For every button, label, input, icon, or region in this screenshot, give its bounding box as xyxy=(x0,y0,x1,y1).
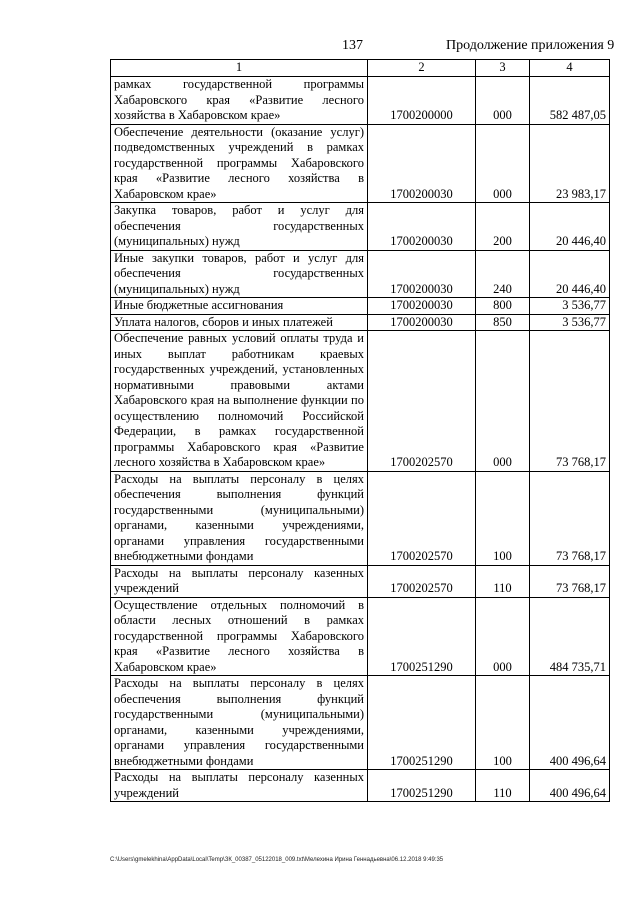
column-header-1: 1 xyxy=(111,60,368,77)
table-row xyxy=(111,250,610,298)
row-sum: 3 536,77 xyxy=(530,314,610,331)
row-code: 1700251290 xyxy=(368,676,476,770)
row-code: 1700200030 xyxy=(368,298,476,315)
row-type: 240 xyxy=(476,250,530,298)
table-row xyxy=(111,298,610,315)
table-row xyxy=(111,124,610,203)
row-name: Иные бюджетные ассигнования xyxy=(111,298,368,315)
table-row xyxy=(111,314,610,331)
row-code: 1700200030 xyxy=(368,250,476,298)
row-type: 800 xyxy=(476,298,530,315)
row-name: Расходы на выплаты персоналу казенных учреждений xyxy=(111,770,368,802)
table-row xyxy=(111,331,610,472)
row-type: 200 xyxy=(476,203,530,251)
row-sum: 23 983,17 xyxy=(530,124,610,203)
row-type: 850 xyxy=(476,314,530,331)
continuation-label: Продолжение приложения 9 xyxy=(446,38,615,53)
row-name: Обеспечение деятельности (оказание услуг) подведомственных учреждений в рамках государственной программы Хабаровского края «Развитие лесного хозяйства в Хабаровском крае» xyxy=(111,124,368,203)
row-sum: 20 446,40 xyxy=(530,250,610,298)
column-header-3: 3 xyxy=(476,60,530,77)
row-code: 1700200030 xyxy=(368,314,476,331)
row-type: 110 xyxy=(476,770,530,802)
row-sum: 20 446,40 xyxy=(530,203,610,251)
row-type: 100 xyxy=(476,471,530,565)
row-name: Расходы на выплаты персоналу казенных учреждений xyxy=(111,565,368,597)
row-sum: 73 768,17 xyxy=(530,331,610,472)
row-sum: 400 496,64 xyxy=(530,676,610,770)
row-type: 000 xyxy=(476,597,530,676)
row-name: Уплата налогов, сборов и иных платежей xyxy=(111,314,368,331)
table-row xyxy=(111,203,610,251)
table-row xyxy=(111,597,610,676)
file-path-footer: C:\Users\gmelekhina\AppData\Local\Temp\ЗК_00387_05122018_009.txt\Мелехина Ирина Геннадьевна\06.12.2018 9:49:35 xyxy=(110,857,444,863)
row-sum: 73 768,17 xyxy=(530,471,610,565)
row-name: рамках государственной программы Хабаровского края «Развитие лесного хозяйства в Хабаровском крае» xyxy=(111,77,368,125)
row-name: Расходы на выплаты персоналу в целях обеспечения выполнения функций государственными (муниципальными) органами, казенными учреждениями, органами управления государственными внебюджетными фондами xyxy=(111,471,368,565)
row-code: 1700200030 xyxy=(368,203,476,251)
table-row xyxy=(111,77,610,125)
row-sum: 3 536,77 xyxy=(530,298,610,315)
row-code: 1700202570 xyxy=(368,331,476,472)
budget-table xyxy=(110,59,610,802)
row-type: 000 xyxy=(476,77,530,125)
row-code: 1700251290 xyxy=(368,597,476,676)
page-number: 137 xyxy=(342,38,363,53)
row-code: 1700202570 xyxy=(368,471,476,565)
row-code: 1700200000 xyxy=(368,77,476,125)
table-header-row xyxy=(111,60,610,77)
column-header-4: 4 xyxy=(530,60,610,77)
row-name: Расходы на выплаты персоналу в целях обеспечения выполнения функций государственными (муниципальными) органами, казенными учреждениями, органами управления государственными внебюджетными фондами xyxy=(111,676,368,770)
row-type: 000 xyxy=(476,331,530,472)
column-header-2: 2 xyxy=(368,60,476,77)
row-code: 1700251290 xyxy=(368,770,476,802)
row-name: Обеспечение равных условий оплаты труда и иных выплат работникам краевых государственных учреждений, установленных нормативными правовыми актами Хабаровского края на выполнение функции по осуществлению полномочий Российской Федерации, в рамках государственной программы Хабаровского края «Развитие лесного хозяйства в Хабаровском крае» xyxy=(111,331,368,472)
row-sum: 582 487,05 xyxy=(530,77,610,125)
row-name: Закупка товаров, работ и услуг для обеспечения государственных (муниципальных) нужд xyxy=(111,203,368,251)
row-sum: 400 496,64 xyxy=(530,770,610,802)
table-row xyxy=(111,471,610,565)
table-row xyxy=(111,676,610,770)
row-sum: 484 735,71 xyxy=(530,597,610,676)
table-row xyxy=(111,565,610,597)
row-name: Иные закупки товаров, работ и услуг для обеспечения государственных (муниципальных) нужд xyxy=(111,250,368,298)
row-type: 110 xyxy=(476,565,530,597)
row-type: 100 xyxy=(476,676,530,770)
row-name: Осуществление отдельных полномочий в области лесных отношений в рамках государственной программы Хабаровского края «Развитие лесного хозяйства в Хабаровском крае» xyxy=(111,597,368,676)
row-code: 1700202570 xyxy=(368,565,476,597)
table-row xyxy=(111,770,610,802)
row-type: 000 xyxy=(476,124,530,203)
row-code: 1700200030 xyxy=(368,124,476,203)
row-sum: 73 768,17 xyxy=(530,565,610,597)
